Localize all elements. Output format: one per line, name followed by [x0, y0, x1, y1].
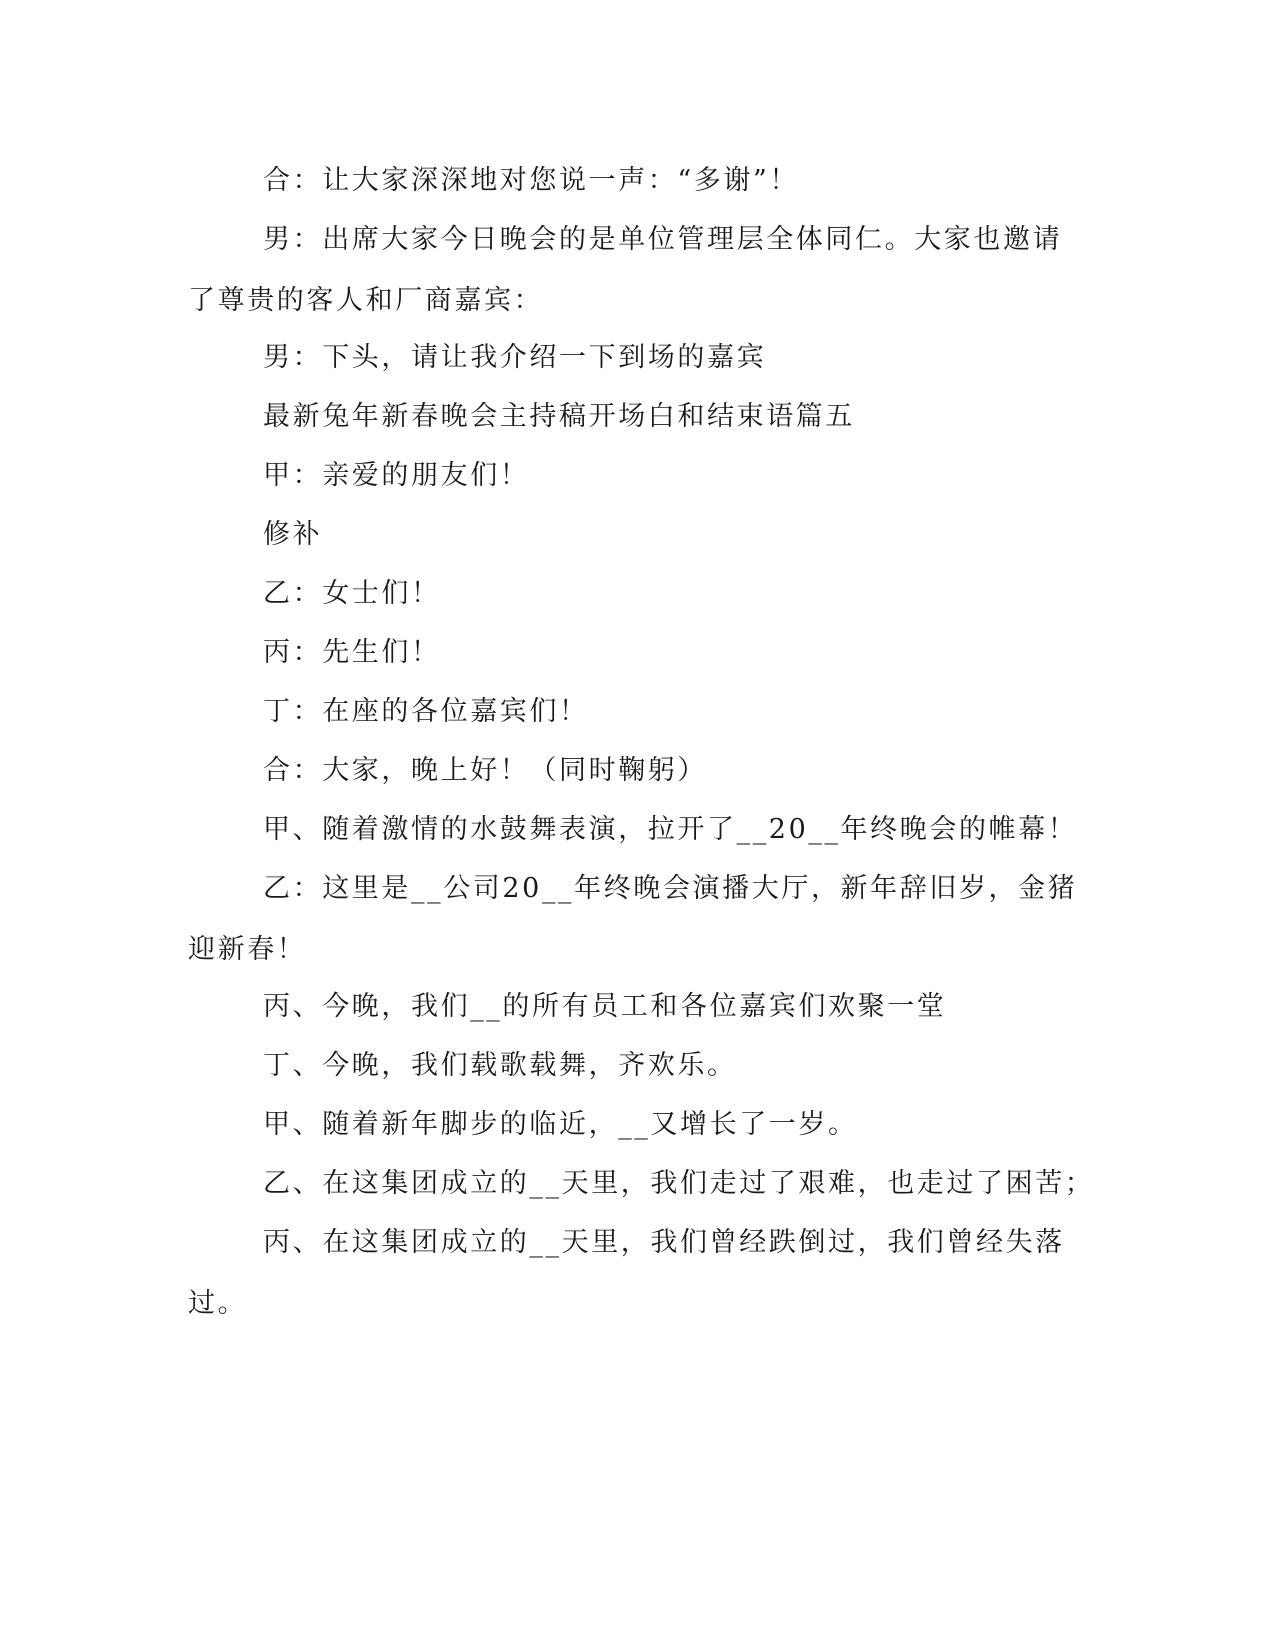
paragraph: 男：出席大家今日晚会的是单位管理层全体同仁。大家也邀请了尊贵的客人和厂商嘉宾： — [188, 224, 1063, 316]
paragraph: 丙：先生们！ — [263, 637, 441, 668]
paragraph: 男：下头，请让我介绍一下到场的嘉宾 — [263, 342, 767, 373]
paragraph: 甲、随着新年脚步的临近，__又增长了一岁。 — [263, 1109, 858, 1140]
paragraph: 丁、今晚，我们载歌载舞，齐欢乐。 — [263, 1050, 737, 1081]
paragraph: 合：大家，晚上好！（同时鞠躬） — [263, 755, 707, 786]
paragraph: 丙、今晚，我们__的所有员工和各位嘉宾们欢聚一堂 — [263, 991, 947, 1022]
paragraph: 乙、在这集团成立的__天里，我们走过了艰难，也走过了困苦； — [263, 1168, 1095, 1199]
paragraph: 修补 — [263, 519, 323, 550]
paragraph: 甲：亲爱的朋友们！ — [263, 460, 530, 491]
paragraph: 乙：这里是__公司20__年终晚会演播大厅，新年辞旧岁，金猪迎新春！ — [188, 873, 1078, 965]
paragraph: 丁：在座的各位嘉宾们！ — [263, 696, 589, 727]
paragraph: 最新兔年新春晚会主持稿开场白和结束语篇五 — [263, 401, 855, 432]
paragraph: 甲、随着激情的水鼓舞表演，拉开了__20__年终晚会的帷幕！ — [263, 814, 1078, 845]
paragraph: 丙、在这集团成立的__天里，我们曾经跌倒过，我们曾经失落过。 — [188, 1227, 1065, 1319]
paragraph: 合：让大家深深地对您说一声：“多谢”！ — [263, 165, 800, 196]
paragraph: 乙：女士们！ — [263, 578, 441, 609]
